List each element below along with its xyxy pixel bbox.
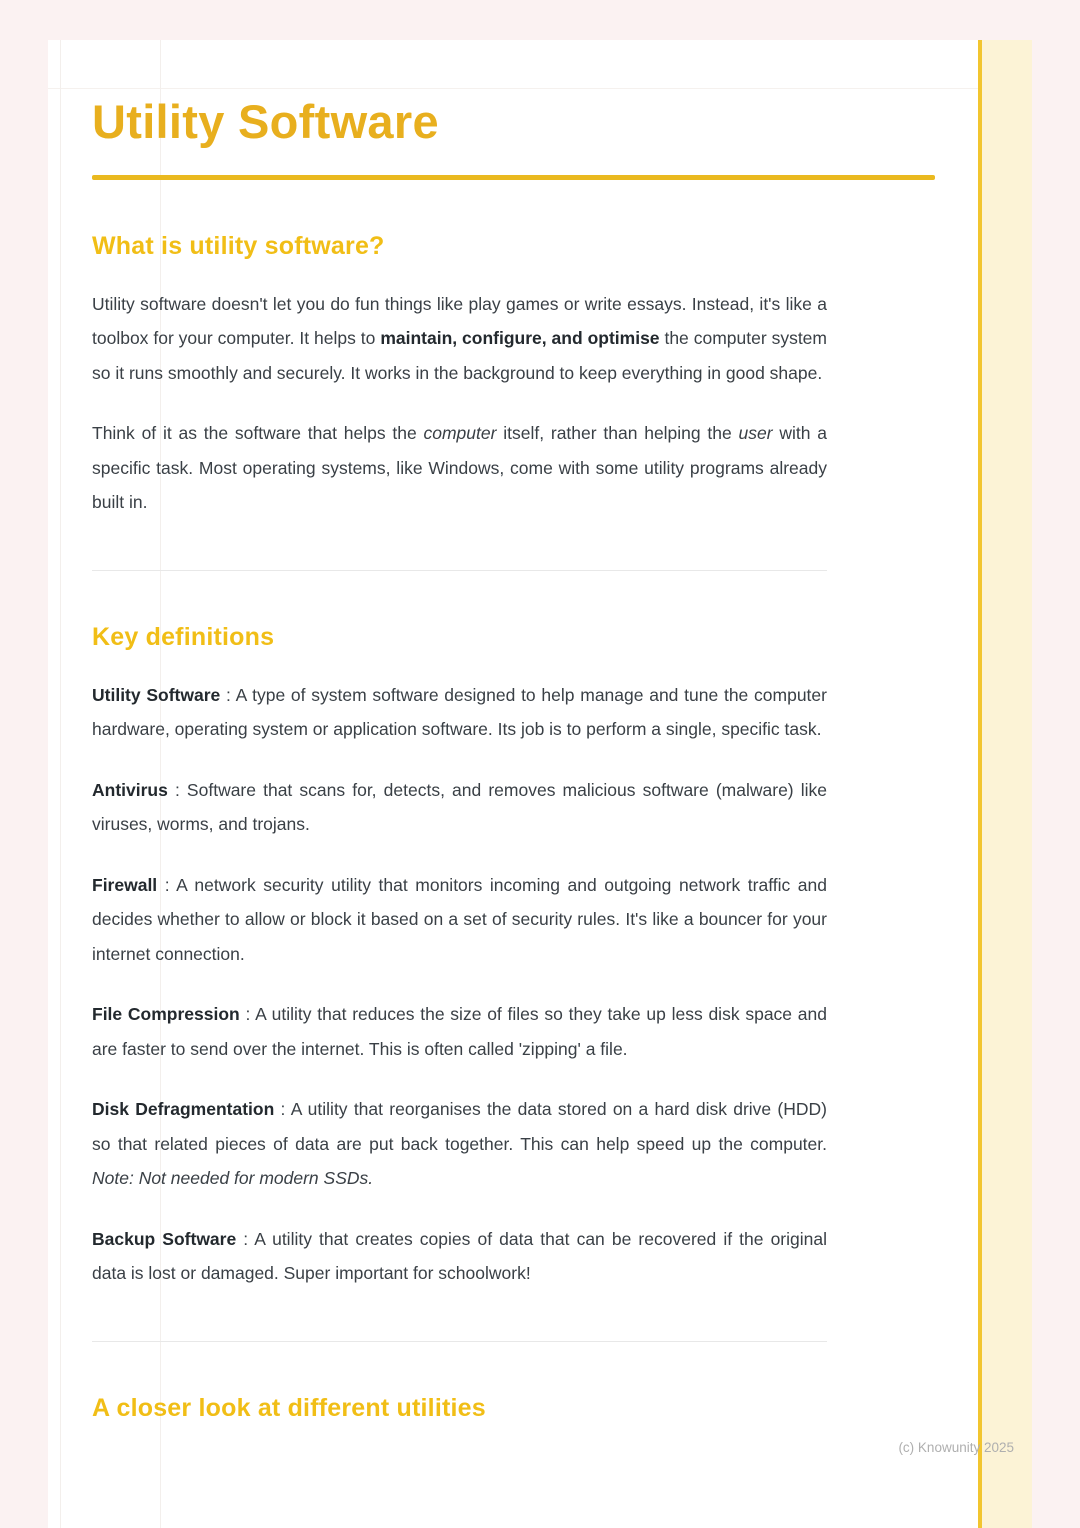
document-content (92, 40, 935, 1423)
paragraph (92, 868, 827, 972)
bold-text: Firewall (92, 874, 158, 895)
accent-strip (978, 40, 1032, 1528)
italic-text: user (738, 423, 773, 444)
body-text: : A utility that reduces the size of files so they take up less disk space and are faster to send over the internet. This is often called 'zipping' a file. (92, 1004, 827, 1059)
paper-guide-vertical-left (60, 40, 61, 1528)
section-divider (92, 570, 827, 571)
section-heading: What is utility software? (92, 231, 385, 260)
section-key-definitions (92, 623, 827, 1291)
paragraph (92, 678, 827, 747)
section-closer-look (92, 1394, 827, 1423)
section-divider (92, 1341, 827, 1342)
note-card (48, 40, 1032, 1528)
italic-text: Note: Not needed for modern SSDs. (92, 1168, 374, 1189)
bold-text: File Compression (92, 1004, 240, 1025)
body-text: : Software that scans for, detects, and removes malicious software (malware) like viruses, worms, and trojans. (92, 779, 827, 835)
italic-text: computer (423, 423, 497, 444)
body-text: Utility software doesn't let you do fun things like play games or write essays. Instead, it's like a toolbox for your computer. It helps to (92, 293, 827, 349)
footer-credit: (c) Knowunity 2025 (898, 1440, 1014, 1455)
paragraph (92, 416, 827, 520)
section-heading: Key definitions (92, 622, 275, 651)
bold-text: Antivirus (92, 779, 168, 800)
body-text: : A network security utility that monitors incoming and outgoing network traffic and decides whether to allow or block it based on a set of security rules. It's like a bouncer for your internet connection. (92, 874, 827, 964)
body-text: itself, rather than helping the (496, 423, 739, 444)
section-body (92, 287, 827, 520)
body-text: with a specific task. Most operating systems, like Windows, come with some utility programs already built in. (92, 423, 828, 513)
paragraph (92, 1222, 827, 1291)
page-title: Utility Software (92, 95, 439, 148)
paragraph (92, 997, 827, 1066)
title-underline (92, 175, 935, 180)
section-body (92, 678, 827, 1291)
body-text: Think of it as the software that helps the (92, 423, 424, 444)
bold-text: maintain, configure, and optimise (380, 328, 660, 349)
bold-text: Disk Defragmentation (92, 1099, 275, 1120)
section-what-is-utility-software (92, 232, 827, 520)
body-text: the computer system so it runs smoothly and securely. It works in the background to keep everything in good shape. (92, 328, 827, 383)
paragraph (92, 287, 827, 391)
body-text: : A utility that creates copies of data that can be recovered if the original data is lost or damaged. Super important for schoolwork! (92, 1228, 827, 1284)
body-text: : A utility that reorganises the data stored on a hard disk drive (HDD) so that related pieces of data are put back together. This can help speed up the computer. (92, 1099, 827, 1154)
bold-text: Backup Software (92, 1228, 237, 1249)
paragraph (92, 1092, 827, 1196)
body-text: : A type of system software designed to help manage and tune the computer hardware, operating system or application software. Its job is to perform a single, specific task. (92, 684, 827, 740)
section-heading: A closer look at different utilities (92, 1393, 486, 1422)
bold-text: Utility Software (92, 684, 221, 705)
paragraph (92, 773, 827, 842)
